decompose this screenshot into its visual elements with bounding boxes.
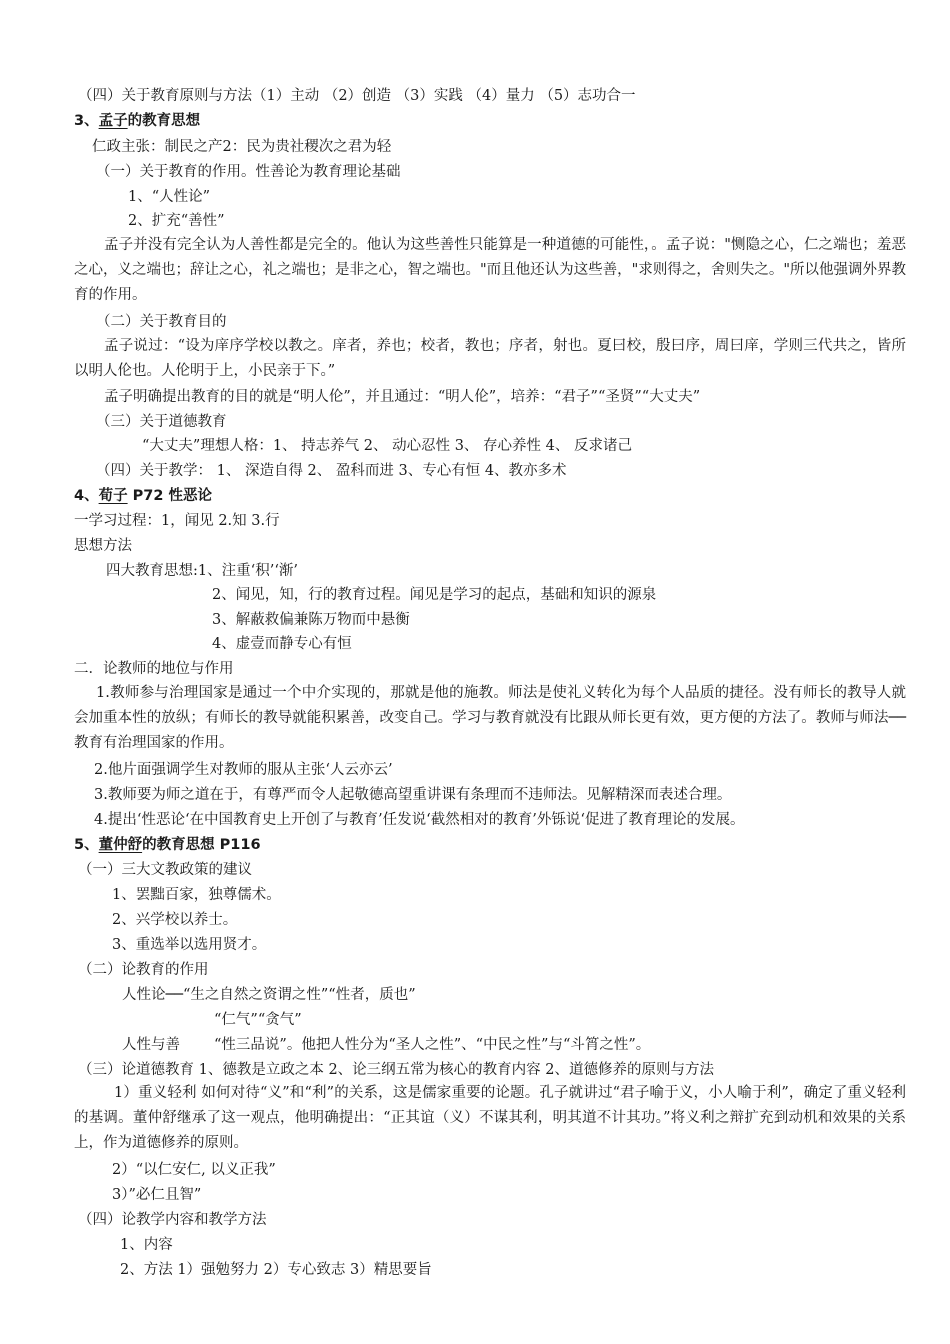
text-line: （三）关于道德教育 — [96, 414, 227, 430]
text-line: “仁气”“贪气” — [214, 1012, 302, 1028]
list-item: 4、虚壹而静专心有恒 — [212, 636, 352, 652]
heading-number: 4、 — [74, 488, 99, 504]
text-label: 人性与善 — [122, 1037, 180, 1053]
section-heading-dong-zhongshu — [74, 835, 261, 855]
text-line: （四）论教学内容和教学方法 — [78, 1212, 267, 1228]
heading-number: 5、 — [74, 837, 99, 853]
text-line: 孟子明确提出教育的目的就是“明人伦”，并且通过：“明人伦”，培养：“君子”“圣贤”“大丈夫” — [104, 389, 701, 405]
list-item: 2、兴学校以养士。 — [112, 912, 238, 928]
text-line: 二．论教师的地位与作用 — [74, 661, 234, 677]
text-line: 思想方法 — [74, 538, 132, 554]
list-item: 2）“以仁安仁, 以义正我” — [112, 1162, 276, 1178]
paragraph: 1）重义轻利 如何对待“义”和“利”的关系，这是儒家重要的论题。孔子就讲过“君子喻于义，小人喻于利”，确定了重义轻利的基调。董仲舒继承了这一观点，他明确提出：“正其谊（义）不谋其利，明其道不计其功。”将义利之辩扩充到动机和效果的关系上，作为道德修养的原则。 — [74, 1085, 906, 1151]
paragraph: 1.教师参与治理国家是通过一个中介实现的，那就是他的施教。师法是使礼义转化为每个人品质的捷径。没有师长的教导人就会加重本性的放纵；有师长的教导就能积累善，改变自己。学习与教育就没有比跟从师长更有效，更方便的方法了。教师与师法──教育有治理国家的作用。 — [74, 685, 906, 751]
text-line: 仁政主张：制民之产2：民为贵社稷次之君为轻 — [92, 139, 392, 155]
text-line: （二）论教育的作用 — [78, 962, 209, 978]
text-line: 4.提出‘性恶论‘在中国教育史上开创了与教育’任发说‘截然相对的教育’外铄说‘促进了教育理论的发展。 — [94, 812, 745, 828]
heading-name: 孟子 — [98, 113, 128, 129]
list-item: 2、扩充“善性” — [128, 213, 225, 229]
list-item: 2、方法 1）强勉努力 2）专心致志 3）精思要旨 — [120, 1262, 432, 1278]
text-line: （一）三大文教政策的建议 — [78, 862, 252, 878]
paragraph: 孟子说过：“设为庠序学校以教之。庠者，养也；校者，教也；序者，射也。夏曰校，殷曰序，周曰庠，学则三代共之，皆所以明人伦也。人伦明于上，小民亲于下。” — [74, 338, 906, 379]
heading-suffix: P72 性恶论 — [127, 488, 212, 504]
heading-suffix: 的教育思想 P116 — [142, 837, 261, 853]
paragraph: 孟子并没有完全认为人善性都是完全的。他认为这些善性只能算是一种道德的可能性，。孟子说："恻隐之心，仁之端也；羞恶之心，义之端也；辞让之心，礼之端也；是非之心，智之端也。"而且他还认为这些善，"求则得之，舍则失之。"所以他强调外界教育的作用。 — [74, 237, 907, 303]
list-item: 3、解蔽救偏兼陈万物而中悬衡 — [212, 612, 410, 628]
text-line: 一学习过程：1，闻见 2.知 3.行 — [74, 513, 280, 529]
text-line: （四）关于教学： 1、 深造自得 2、 盈科而进 3、专心有恒 4、教亦多术 — [96, 463, 567, 479]
text-line: 人性论──“生之自然之资谓之性”“性者，质也” — [122, 987, 416, 1003]
text-line: （三）论道德教育 1、德教是立政之本 2、论三纲五常为核心的教育内容 2、道德修养的原则与方法 — [78, 1062, 714, 1078]
list-item: 3、重选举以选用贤才。 — [112, 937, 267, 953]
text-line: （四）关于教育原则与方法（1）主动 （2）创造 （3）实践 （4）量力 （5）志功合一 — [78, 88, 636, 104]
text-line: 3.教师要为师之道在于，有尊严而令人起敬德高望重讲课有条理而不违师法。见解精深而表述合理。 — [94, 787, 732, 803]
section-heading-mencius — [74, 111, 200, 131]
section-heading-xunzi — [74, 486, 212, 506]
text-line: 四大教育思想:1、注重‘积’‘渐’ — [106, 563, 299, 579]
text-line: （二）关于教育目的 — [96, 314, 227, 330]
heading-suffix: 的教育思想 — [127, 113, 201, 129]
heading-number: 3、 — [74, 113, 99, 129]
text-line: “大丈夫”理想人格：1、 持志养气 2、 动心忍性 3、 存心养性 4、 反求诸己 — [142, 438, 632, 454]
list-item: 1、罢黜百家，独尊儒术。 — [112, 887, 281, 903]
heading-name: 董仲舒 — [98, 837, 143, 853]
list-item: 3）”必仁且智” — [112, 1187, 202, 1203]
list-item: 1、内容 — [120, 1237, 173, 1253]
heading-name: 荀子 — [98, 488, 128, 504]
text-line: 2.他片面强调学生对教师的服从主张‘人云亦云’ — [94, 762, 393, 778]
text-line: “性三品说”。他把人性分为“圣人之性”、“中民之性”与“斗筲之性”。 — [214, 1037, 651, 1053]
list-item: 1、“人性论” — [128, 189, 211, 205]
list-item: 2、闻见，知，行的教育过程。闻见是学习的起点，基础和知识的源泉 — [212, 587, 657, 603]
text-line: （一）关于教育的作用。性善论为教育理论基础 — [96, 164, 401, 180]
